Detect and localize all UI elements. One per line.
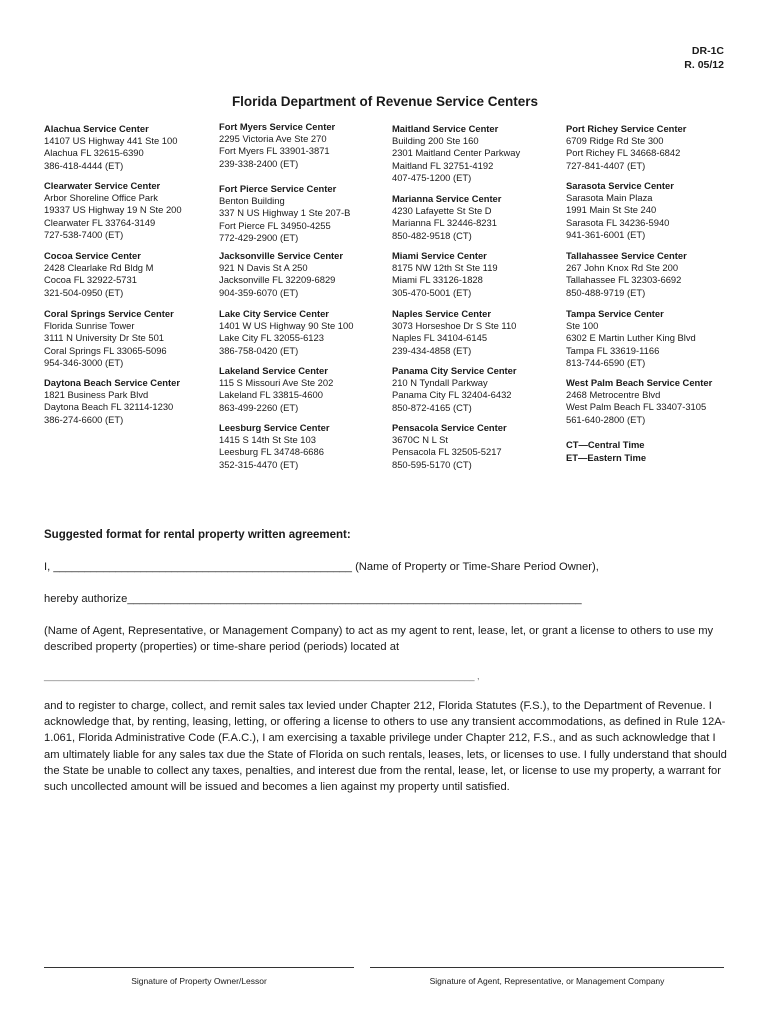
- legend-eastern-time: ET—Eastern Time: [566, 451, 647, 463]
- service-center-name: Panama City Service Center: [392, 365, 517, 376]
- form-code: DR-1C: [691, 45, 724, 57]
- address-line: Tallahassee FL 32303-6692: [566, 274, 682, 286]
- address-line: 2468 Metrocentre Blvd: [566, 389, 661, 401]
- phone-line: 239-338-2400 (ET): [219, 157, 299, 169]
- service-center-name: Maitland Service Center: [392, 123, 499, 134]
- address-line: 210 N Tyndall Parkway: [392, 377, 488, 389]
- address-line: 921 N Davis St A 250: [219, 262, 308, 274]
- owner-signature-line: [44, 967, 354, 968]
- address-line: Port Richey FL 34668-6842: [566, 147, 681, 159]
- service-center: [44, 250, 153, 299]
- service-center-name: Port Richey Service Center: [566, 123, 687, 134]
- address-line: Coral Springs FL 33065-5096: [44, 344, 167, 356]
- address-line: 1991 Main St Ste 240: [566, 204, 657, 216]
- form-revision: R. 05/12: [684, 59, 724, 71]
- address-line: 1415 S 14th St Ste 103: [219, 434, 316, 446]
- address-line: Sarasota Main Plaza: [566, 192, 653, 204]
- owner-signature-label: Signature of Property Owner/Lessor: [131, 976, 267, 986]
- service-center-name: Leesburg Service Center: [219, 422, 330, 433]
- service-center: [392, 193, 501, 242]
- service-center-name: Fort Myers Service Center: [219, 121, 336, 132]
- service-center: [392, 308, 516, 357]
- service-center: [392, 365, 517, 414]
- service-center: [44, 377, 180, 426]
- service-center: [219, 183, 350, 244]
- service-center: [566, 377, 712, 426]
- phone-line: 727-538-7400 (ET): [44, 228, 124, 240]
- address-line: Daytona Beach FL 32114-1230: [44, 401, 174, 413]
- service-center: [566, 308, 696, 369]
- address-line: Lakeland FL 33815-4600: [219, 389, 323, 401]
- phone-line: 305-470-5001 (ET): [392, 286, 472, 298]
- phone-line: 954-346-3000 (ET): [44, 356, 124, 368]
- service-center-name: Cocoa Service Center: [44, 250, 141, 261]
- service-center: [219, 250, 343, 299]
- phone-line: 772-429-2900 (ET): [219, 231, 299, 243]
- address-line: West Palm Beach FL 33407-3105: [566, 401, 707, 413]
- address-line: 2295 Victoria Ave Ste 270: [219, 133, 327, 145]
- address-line: Lake City FL 32055-6123: [219, 332, 324, 344]
- phone-line: 386-274-6600 (ET): [44, 413, 124, 425]
- service-center: [219, 308, 353, 357]
- agent-signature-label: Signature of Agent, Representative, or Management Company: [429, 976, 665, 986]
- address-line: Fort Myers FL 33901-3871: [219, 145, 330, 157]
- service-center-name: Pensacola Service Center: [392, 422, 507, 433]
- address-line: 6709 Ridge Rd Ste 300: [566, 135, 664, 147]
- address-line: Leesburg FL 34748-6686: [219, 446, 324, 458]
- address-line: Building 200 Ste 160: [392, 135, 479, 147]
- form-identifier: [684, 44, 724, 72]
- property-location-line: ______________________________________________________________________________________ ,: [44, 671, 480, 681]
- phone-line: 386-758-0420 (ET): [219, 344, 299, 356]
- address-line: Miami FL 33126-1828: [392, 274, 483, 286]
- service-center: [44, 180, 182, 241]
- phone-line: 904-359-6070 (ET): [219, 286, 299, 298]
- address-line: Ste 100: [566, 320, 599, 332]
- address-line: 8175 NW 12th St Ste 119: [392, 262, 498, 274]
- address-line: Alachua FL 32615-6390: [44, 147, 144, 159]
- service-center-name: Jacksonville Service Center: [219, 250, 344, 261]
- address-line: 3670C N L St: [392, 434, 448, 446]
- address-line: 2428 Clearlake Rd Bldg M: [44, 262, 154, 274]
- page-title: Florida Department of Revenue Service Centers: [231, 94, 539, 109]
- phone-line: 850-482-9518 (CT): [392, 229, 472, 241]
- phone-line: 321-504-0950 (ET): [44, 286, 124, 298]
- service-center: [44, 123, 177, 172]
- agreement-heading: Suggested format for rental property written agreement:: [44, 529, 351, 541]
- address-line: 337 N US Highway 1 Ste 207-B: [219, 207, 351, 219]
- phone-line: 850-872-4165 (CT): [392, 401, 472, 413]
- service-center: [392, 123, 520, 184]
- service-center-name: Naples Service Center: [392, 308, 492, 319]
- address-line: 14107 US Highway 441 Ste 100: [44, 135, 178, 147]
- service-center-name: Lakeland Service Center: [219, 365, 328, 376]
- phone-line: 561-640-2800 (ET): [566, 413, 646, 425]
- time-zone-legend: [566, 439, 646, 464]
- service-center-name: Fort Pierce Service Center: [219, 183, 337, 194]
- service-center-name: Tampa Service Center: [566, 308, 664, 319]
- address-line: Panama City FL 32404-6432: [392, 389, 512, 401]
- phone-line: 863-499-2260 (ET): [219, 401, 299, 413]
- phone-line: 386-418-4444 (ET): [44, 159, 124, 171]
- address-line: 115 S Missouri Ave Ste 202: [219, 377, 334, 389]
- service-center-name: Sarasota Service Center: [566, 180, 674, 191]
- address-line: Jacksonville FL 32209-6829: [219, 274, 336, 286]
- address-line: Sarasota FL 34236-5940: [566, 216, 670, 228]
- address-line: 3073 Horseshoe Dr S Ste 110: [392, 320, 517, 332]
- agent-signature-line: [370, 967, 724, 968]
- address-line: 267 John Knox Rd Ste 200: [566, 262, 679, 274]
- service-center: [219, 422, 329, 471]
- address-line: 2301 Maitland Center Parkway: [392, 147, 521, 159]
- tax-acknowledgement-paragraph: and to register to charge, collect, and remit sales tax levied under Chapter 212, Florida Statutes (F.S.), to the Department of Revenue. I acknowledge that, by renting, leasing, letting, or offering a license to others to use any transient accommodations, as defined in Rule 12A-1.061, Florida Administrative Code (F.A.C.), I am exercising a taxable privilege under Chapter 212, F.S., and as such acknowledge that I am ultimately liable for any sales tax due the State of Florida on such rentals, leases, lets, or licenses to use. I fully understand that should the State be unable to collect any taxes, penalties, and interest due from the rental, lease, let, or license to use my property, a warrant for such uncollected amount will be issued and becomes a lien against my property until satisfied.: [44, 700, 727, 794]
- phone-line: 813-744-6590 (ET): [566, 356, 646, 368]
- address-line: Marianna FL 32446-8231: [392, 217, 497, 229]
- address-line: Naples FL 34104-6145: [392, 332, 488, 344]
- phone-line: 407-475-1200 (ET): [392, 171, 472, 183]
- service-center-name: West Palm Beach Service Center: [566, 377, 713, 388]
- address-line: 6302 E Martin Luther King Blvd: [566, 332, 696, 344]
- address-line: Florida Sunrise Tower: [44, 320, 135, 332]
- service-center-name: Coral Springs Service Center: [44, 308, 174, 319]
- address-line: Maitland FL 32751-4192: [392, 159, 494, 171]
- service-center-name: Alachua Service Center: [44, 123, 149, 134]
- phone-line: 941-361-6001 (ET): [566, 228, 646, 240]
- service-center: [566, 180, 674, 241]
- service-center-name: Daytona Beach Service Center: [44, 377, 180, 388]
- address-line: Tampa FL 33619-1166: [566, 344, 660, 356]
- phone-line: 850-595-5170 (CT): [392, 458, 472, 470]
- legend-central-time: CT—Central Time: [566, 439, 645, 450]
- service-center-name: Clearwater Service Center: [44, 180, 161, 191]
- address-line: Clearwater FL 33764-3149: [44, 216, 156, 228]
- service-center: [392, 250, 498, 299]
- owner-name-line: I, ________________________________________________ (Name of Property or Time-Share Period Owner),: [44, 561, 599, 573]
- address-line: Cocoa FL 32922-5731: [44, 274, 137, 286]
- agent-description-paragraph: (Name of Agent, Representative, or Management Company) to act as my agent to rent, lease, let, or grant a license to others to use my described property (properties) or time-share period (periods) located at: [44, 625, 714, 654]
- service-center-name: Lake City Service Center: [219, 308, 329, 319]
- address-line: Fort Pierce FL 34950-4255: [219, 219, 331, 231]
- phone-line: 352-315-4470 (ET): [219, 458, 299, 470]
- address-line: 3111 N University Dr Ste 501: [44, 332, 165, 344]
- service-center-name: Miami Service Center: [392, 250, 487, 261]
- address-line: 19337 US Highway 19 N Ste 200: [44, 204, 182, 216]
- service-center: [44, 308, 174, 369]
- address-line: Benton Building: [219, 195, 285, 207]
- agent-authorization-line: hereby authorize_________________________________________________________________________: [44, 593, 582, 605]
- service-center-name: Tallahassee Service Center: [566, 250, 687, 261]
- service-center-name: Marianna Service Center: [392, 193, 502, 204]
- address-line: 4230 Lafayette St Ste D: [392, 205, 492, 217]
- address-line: Arbor Shoreline Office Park: [44, 192, 158, 204]
- phone-line: 239-434-4858 (ET): [392, 344, 472, 356]
- phone-line: 727-841-4407 (ET): [566, 159, 646, 171]
- address-line: 1401 W US Highway 90 Ste 100: [219, 320, 354, 332]
- address-line: Pensacola FL 32505-5217: [392, 446, 502, 458]
- service-center: [219, 121, 335, 170]
- service-center: [566, 250, 687, 299]
- service-center: [566, 123, 686, 172]
- service-center: [219, 365, 333, 414]
- service-center: [392, 422, 507, 471]
- phone-line: 850-488-9719 (ET): [566, 286, 646, 298]
- address-line: 1821 Business Park Blvd: [44, 389, 149, 401]
